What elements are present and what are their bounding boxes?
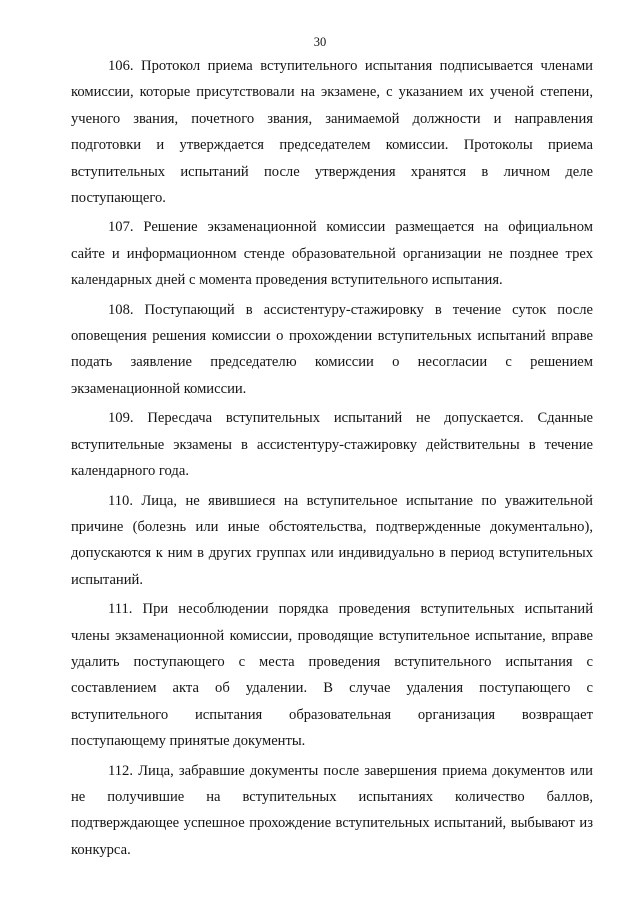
document-body [71,53,593,863]
paragraph-112: 112. Лица, забравшие документы после завершения приема документов или не получившие на вступительных испытаниях количество баллов, подтверждающее успешное прохождение вступительных испытаний, выбывают из конкурса. [71,762,593,858]
paragraph-111: 111. При несоблюдении порядка проведения вступительных испытаний члены экзаменационной комиссии, проводящие вступительное испытание, вправе удалить поступающего с места проведения вступительного испытания с составлением акта об удалении. В случае удаления поступающего с вступительного испытания образовательная организация возвращает поступающему принятые документы. [71,601,593,750]
page-number: 30 [313,35,327,49]
paragraph-109: 109. Пересдача вступительных испытаний не допускается. Сданные вступительные экзамены в ассистентуру-стажировку действительны в течение календарного года. [71,410,593,480]
paragraph-107: 107. Решение экзаменационной комиссии размещается на официальном сайте и информационном стенде образовательной организации не позднее трех календарных дней с момента проведения вступительного испытания. [71,219,593,289]
paragraph-110: 110. Лица, не явившиеся на вступительное испытание по уважительной причине (болезнь или иные обстоятельства, подтвержденные документально), допускаются к ним в других группах или индивидуально в период вступительных испытаний. [71,492,593,588]
paragraph-106: 106. Протокол приема вступительного испытания подписывается членами комиссии, которые присутствовали на экзамене, с указанием их ученой степени, ученого звания, почетного звания, занимаемой должности и направления подготовки и утверждается председателем комиссии. Протоколы приема вступительных испытаний после утверждения хранятся в личном деле поступающего. [71,58,593,207]
paragraph-108: 108. Поступающий в ассистентуру-стажировку в течение суток после оповещения решения комиссии о прохождении вступительных испытаний вправе подать заявление председателю комиссии о несогласии с решением экзаменационной комиссии. [71,301,593,397]
